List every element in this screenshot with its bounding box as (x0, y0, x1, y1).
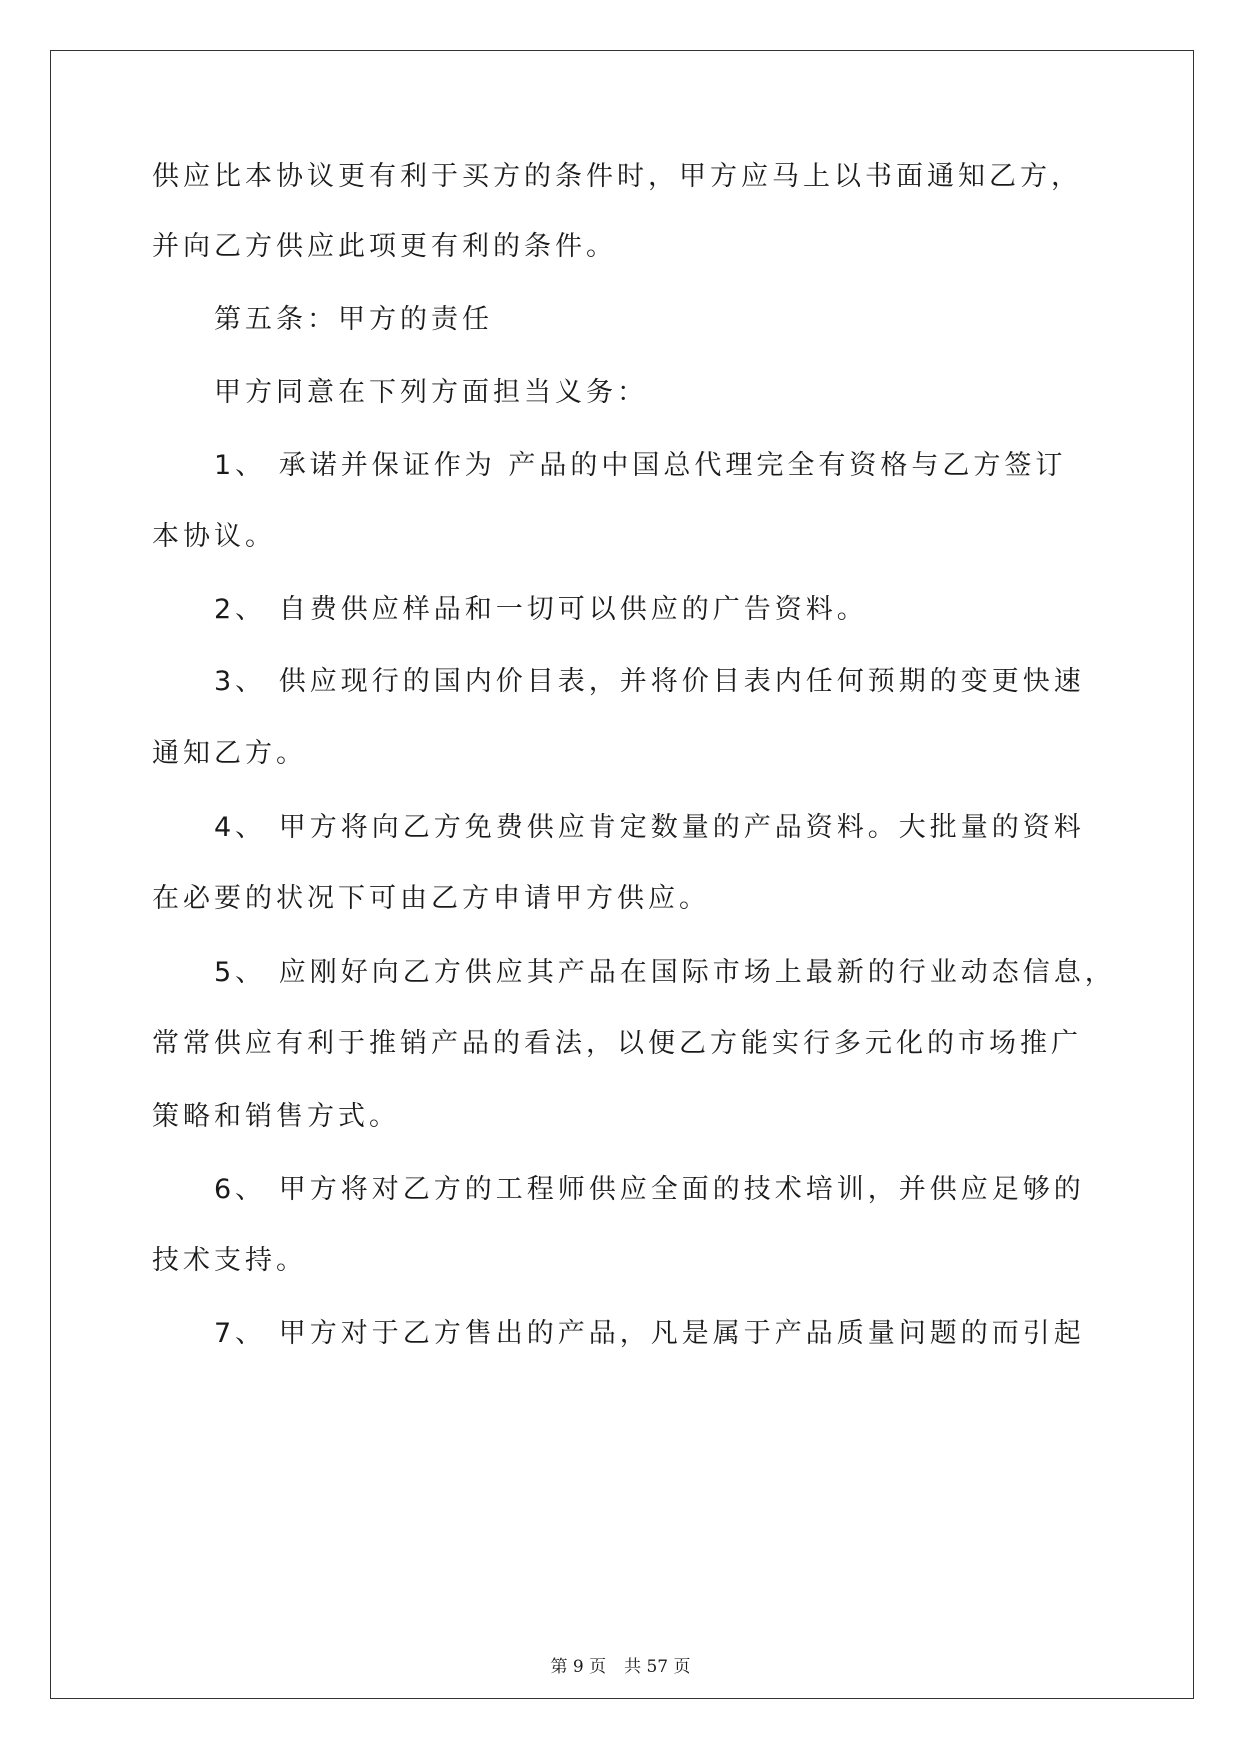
text-line: 常常供应有利于推销产品的看法，以便乙方能实行多元化的市场推广 (152, 1028, 1082, 1059)
page-border (50, 50, 1194, 1699)
list-item: 4、 甲方将向乙方免费供应肯定数量的产品资料。大批量的资料 (214, 812, 1085, 843)
list-item: 1、 承诺并保证作为 产品的中国总代理完全有资格与乙方签订 (214, 450, 1067, 481)
list-item: 2、 自费供应样品和一切可以供应的广告资料。 (214, 594, 868, 625)
text-line: 甲方同意在下列方面担当义务： (214, 377, 648, 408)
text-line: 供应比本协议更有利于买方的条件时，甲方应马上以书面通知乙方， (152, 161, 1082, 192)
list-item: 7、 甲方对于乙方售出的产品，凡是属于产品质量问题的而引起 (214, 1318, 1085, 1349)
text-line: 通知乙方。 (152, 738, 307, 769)
section-heading: 第五条：甲方的责任 (214, 304, 493, 335)
text-line: 本协议。 (152, 521, 276, 552)
list-item: 5、 应刚好向乙方供应其产品在国际市场上最新的行业动态信息， (214, 957, 1116, 988)
list-item: 3、 供应现行的国内价目表，并将价目表内任何预期的变更快速 (214, 666, 1085, 697)
text-line: 策略和销售方式。 (152, 1101, 400, 1132)
page-number: 第 9 页 (550, 1657, 607, 1677)
list-item: 6、 甲方将对乙方的工程师供应全面的技术培训，并供应足够的 (214, 1174, 1085, 1205)
text-line: 并向乙方供应此项更有利的条件。 (152, 231, 617, 262)
text-line: 在必要的状况下可由乙方申请甲方供应。 (152, 883, 710, 914)
text-line: 技术支持。 (152, 1245, 307, 1276)
page-footer (0, 1652, 1241, 1677)
page-total: 共 57 页 (624, 1657, 691, 1677)
